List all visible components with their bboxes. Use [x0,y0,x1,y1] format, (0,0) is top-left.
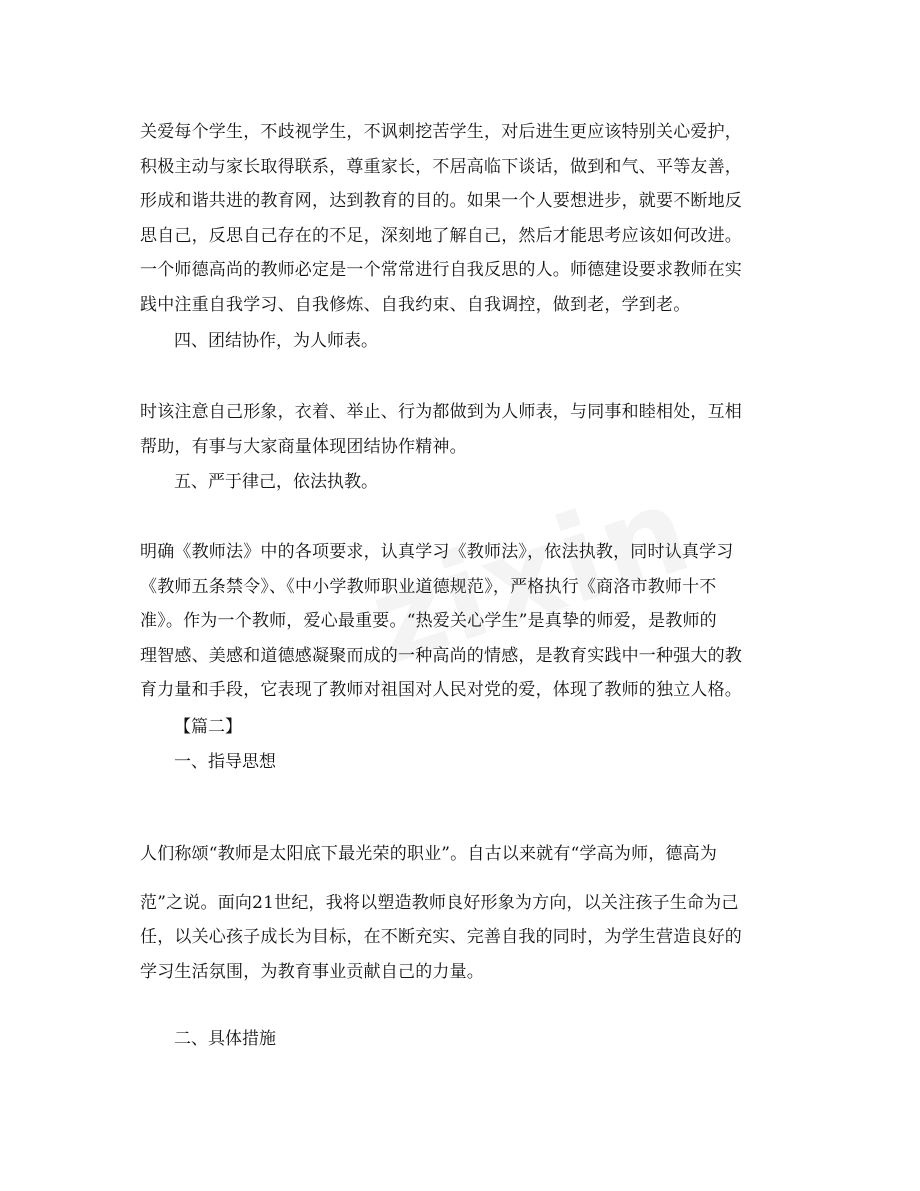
text-line: 理智感、美感和道德感凝聚而成的一种高尚的情感，是教育实践中一种强大的教 [140,645,742,666]
paragraph-teacher-law [140,535,780,708]
paragraph-guiding [140,837,780,989]
text-line: 积极主动与家长取得联系，尊重家长，不居高临下谈话，做到和气、平等友善， [140,156,742,177]
text-line: 任，以关心孩子成长为目标，在不断充实、完善自我的同时，为学生营造良好的 [140,927,742,947]
section-title: 【篇二】 [174,717,242,737]
text-line: 关爱每个学生，不歧视学生，不讽刺挖苦学生，对后进生更应该特别关心爱护， [140,122,742,142]
paragraph-care-students [140,115,780,322]
text-line: 《教师五条禁令》、《中小学教师职业道德规范》，严格执行《商洛市教师十不 [140,576,717,597]
heading-specific-measures: 二、具体措施 [174,1029,276,1049]
text-line: 育力量和手段，它表现了教师对祖国对人民对党的爱，体现了教师的独立人格。 [140,680,742,700]
text-line: 明确《教师法》中的各项要求，认真学习《教师法》，依法执教，同时认真学习 [140,542,734,562]
text-line: 时该注意自己形象，衣着、举止、行为都做到为人师表，与同事和睦相处，互相 [140,402,742,422]
text-line: 范”之说。面向21世纪，我将以塑造教师良好形象为方向，以关注孩子生命为己 [140,892,739,913]
text-line: 一个师德高尚的教师必定是一个常常进行自我反思的人。师德建设要求教师在实 [140,260,742,280]
text-line: 帮助，有事与大家商量体现团结协作精神。 [140,436,467,457]
text-line: 思自己，反思自己存在的不足，深刻地了解自己，然后才能思考应该如何改进。 [140,225,742,246]
paragraph-image [140,395,780,464]
heading-self-discipline: 五、严于律己，依法执教。 [174,472,378,492]
text-line: 形成和谐共进的教育网，达到教育的目的。如果一个人要想进步，就要不断地反 [140,191,742,211]
text-line: 践中注重自我学习、自我修炼、自我约束、自我调控，做到老，学到老。 [140,294,691,315]
text-line: 准》。作为一个教师，爱心最重要。“热爱关心学生”是真挚的师爱，是教师的 [140,611,717,631]
heading-unity: 四、团结协作，为人师表。 [174,331,378,351]
heading-guiding-thought: 一、指导思想 [174,752,276,772]
text-line: 学习生活氛围，为教育事业贡献自己的力量。 [140,961,484,982]
text-line: 人们称颂“教师是太阳底下最光荣的职业”。自古以来就有“学高为师，德高为 [140,844,718,864]
